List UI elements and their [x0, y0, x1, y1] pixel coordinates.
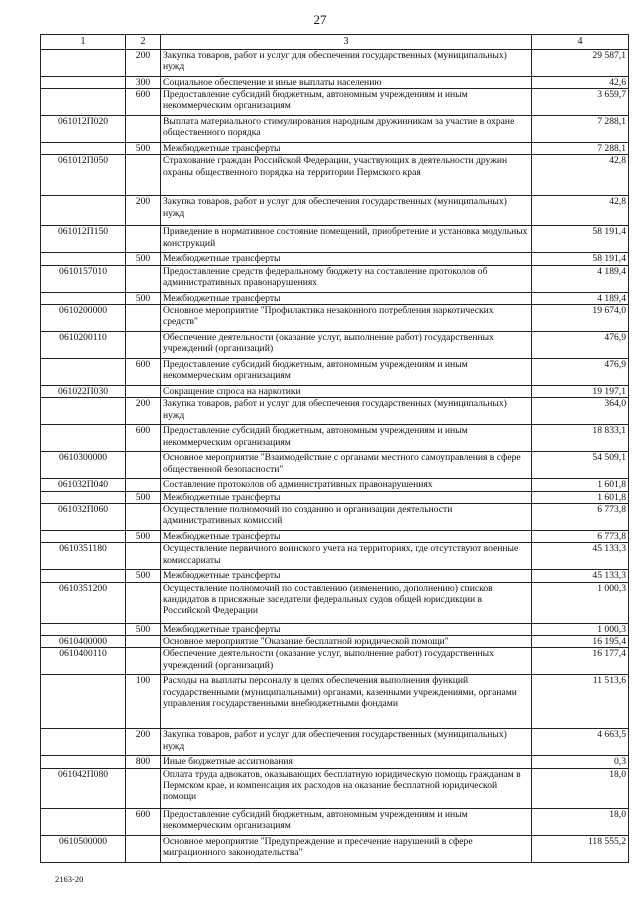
row-name-cell: Составление протоколов об административных правонарушениях — [161, 479, 532, 491]
row-amount-cell: 45 133,3 — [532, 543, 629, 570]
row-type-cell — [126, 648, 161, 675]
table-row — [41, 143, 629, 155]
row-type-cell — [126, 305, 161, 332]
header-col-2: 2 — [126, 35, 161, 50]
row-type-cell: 600 — [126, 89, 161, 116]
row-type-cell: 200 — [126, 729, 161, 756]
row-amount-cell: 1 601,8 — [532, 479, 629, 491]
row-amount-cell: 19 674,0 — [532, 305, 629, 332]
row-code-cell — [41, 570, 126, 582]
row-code-cell — [41, 89, 126, 116]
row-name-cell: Межбюджетные трансферты — [161, 253, 532, 265]
footer-code: 2163-20 — [55, 874, 84, 884]
row-type-cell: 300 — [126, 76, 161, 88]
row-type-cell: 600 — [126, 808, 161, 835]
row-name-cell: Межбюджетные трансферты — [161, 570, 532, 582]
table-row — [41, 359, 629, 386]
row-type-cell: 200 — [126, 49, 161, 76]
row-amount-cell: 54 509,1 — [532, 452, 629, 479]
row-code-cell: 0610400000 — [41, 635, 126, 647]
row-code-cell — [41, 530, 126, 542]
row-name-cell: Предоставление субсидий бюджетным, автономным учреждениям и иным некоммерческим организациям — [161, 89, 532, 116]
row-name-cell: Основное мероприятие "Профилактика незаконного потребления наркотических средств" — [161, 305, 532, 332]
row-type-cell: 200 — [126, 398, 161, 425]
row-name-cell: Расходы на выплаты персоналу в целях обеспечения выполнения функций государственными (муниципальными) органами, казенными учреждениями, органами управления государственными внебюджетными фондами — [161, 675, 532, 729]
row-code-cell — [41, 729, 126, 756]
row-type-cell: 600 — [126, 359, 161, 386]
table-row — [41, 479, 629, 491]
row-type-cell: 200 — [126, 196, 161, 226]
row-code-cell: 061032П040 — [41, 479, 126, 491]
row-code-cell: 0610500000 — [41, 835, 126, 862]
row-name-cell: Закупка товаров, работ и услуг для обеспечения государственных (муниципальных) нужд — [161, 49, 532, 76]
row-amount-cell: 0,3 — [532, 756, 629, 768]
header-col-4: 4 — [532, 35, 629, 50]
row-code-cell: 0610200000 — [41, 305, 126, 332]
row-amount-cell: 7 288,1 — [532, 143, 629, 155]
row-type-cell — [126, 543, 161, 570]
row-name-cell: Межбюджетные трансферты — [161, 491, 532, 503]
row-name-cell: Предоставление средств федеральному бюджету на составление протоколов об административных правонарушениях — [161, 265, 532, 292]
header-col-3: 3 — [161, 35, 532, 50]
row-amount-cell: 3 659,7 — [532, 89, 629, 116]
row-code-cell — [41, 808, 126, 835]
table-body — [41, 49, 629, 862]
row-amount-cell: 1 601,8 — [532, 491, 629, 503]
row-name-cell: Основное мероприятие "Оказание бесплатной юридической помощи" — [161, 635, 532, 647]
row-type-cell: 100 — [126, 675, 161, 729]
row-name-cell: Основное мероприятие "Взаимодействие с органами местного самоуправления в сфере общественной безопасности" — [161, 452, 532, 479]
row-amount-cell: 42,8 — [532, 155, 629, 196]
table-row — [41, 808, 629, 835]
row-type-cell — [126, 503, 161, 530]
row-name-cell: Сокращение спроса на наркотики — [161, 386, 532, 398]
row-code-cell: 061012П150 — [41, 226, 126, 253]
table-row — [41, 116, 629, 143]
row-type-cell — [126, 582, 161, 623]
row-amount-cell: 476,9 — [532, 332, 629, 359]
row-type-cell — [126, 479, 161, 491]
table-row — [41, 49, 629, 76]
table-row — [41, 530, 629, 542]
row-amount-cell: 18,0 — [532, 808, 629, 835]
row-type-cell: 600 — [126, 425, 161, 452]
row-type-cell — [126, 386, 161, 398]
row-amount-cell: 4 663,5 — [532, 729, 629, 756]
table-row — [41, 292, 629, 304]
table-row — [41, 452, 629, 479]
row-code-cell: 061012П050 — [41, 155, 126, 196]
table-row — [41, 635, 629, 647]
row-name-cell: Основное мероприятие "Предупреждение и пресечение нарушений в сфере миграционного законодательства" — [161, 835, 532, 862]
row-code-cell — [41, 359, 126, 386]
row-type-cell — [126, 116, 161, 143]
row-type-cell — [126, 155, 161, 196]
row-amount-cell: 42,6 — [532, 76, 629, 88]
table-row — [41, 543, 629, 570]
row-amount-cell: 476,9 — [532, 359, 629, 386]
table-row — [41, 835, 629, 862]
row-name-cell: Оплата труда адвокатов, оказывающих бесплатную юридическую помощь гражданам в Пермском крае, и компенсация их расходов на оказание бесплатной юридической помощи — [161, 768, 532, 808]
row-type-cell — [126, 768, 161, 808]
table-row — [41, 675, 629, 729]
row-name-cell: Обеспечение деятельности (оказание услуг, выполнение работ) государственных учреждений (организаций) — [161, 648, 532, 675]
row-type-cell: 500 — [126, 623, 161, 635]
table-row — [41, 386, 629, 398]
header-col-1: 1 — [41, 35, 126, 50]
row-code-cell — [41, 253, 126, 265]
row-name-cell: Осуществление первичного воинского учета на территориях, где отсутствуют военные комиссариаты — [161, 543, 532, 570]
row-amount-cell: 118 555,2 — [532, 835, 629, 862]
row-code-cell: 0610400110 — [41, 648, 126, 675]
row-type-cell: 500 — [126, 253, 161, 265]
row-code-cell: 061012П020 — [41, 116, 126, 143]
row-amount-cell: 4 189,4 — [532, 265, 629, 292]
table-row — [41, 503, 629, 530]
row-amount-cell: 16 177,4 — [532, 648, 629, 675]
table-row — [41, 491, 629, 503]
table-row — [41, 768, 629, 808]
page-number: 27 — [313, 12, 327, 27]
row-type-cell: 800 — [126, 756, 161, 768]
row-type-cell: 500 — [126, 491, 161, 503]
row-code-cell: 0610300000 — [41, 452, 126, 479]
row-code-cell — [41, 425, 126, 452]
row-code-cell: 0610351200 — [41, 582, 126, 623]
row-amount-cell: 7 288,1 — [532, 116, 629, 143]
row-amount-cell: 6 773,8 — [532, 503, 629, 530]
row-amount-cell: 19 197,1 — [532, 386, 629, 398]
row-code-cell — [41, 76, 126, 88]
row-amount-cell: 6 773,8 — [532, 530, 629, 542]
table-row — [41, 756, 629, 768]
table-row — [41, 332, 629, 359]
row-amount-cell: 18,0 — [532, 768, 629, 808]
row-code-cell — [41, 491, 126, 503]
table-row — [41, 76, 629, 88]
row-type-cell — [126, 226, 161, 253]
row-amount-cell: 58 191,4 — [532, 253, 629, 265]
table-row — [41, 305, 629, 332]
row-code-cell — [41, 675, 126, 729]
row-type-cell: 500 — [126, 570, 161, 582]
row-code-cell: 061032П060 — [41, 503, 126, 530]
table-row — [41, 648, 629, 675]
row-type-cell: 500 — [126, 292, 161, 304]
row-name-cell: Закупка товаров, работ и услуг для обеспечения государственных (муниципальных) нужд — [161, 196, 532, 226]
row-code-cell: 0610200110 — [41, 332, 126, 359]
row-code-cell — [41, 292, 126, 304]
row-amount-cell: 18 833,1 — [532, 425, 629, 452]
table-row — [41, 265, 629, 292]
row-code-cell — [41, 49, 126, 76]
row-name-cell: Осуществление полномочий по составлению (изменению, дополнению) списков кандидатов в присяжные заседатели федеральных судов общей юрисдикции в Российской Федерации — [161, 582, 532, 623]
table-row — [41, 623, 629, 635]
row-amount-cell: 16 195,4 — [532, 635, 629, 647]
row-type-cell: 500 — [126, 143, 161, 155]
row-name-cell: Иные бюджетные ассигнования — [161, 756, 532, 768]
row-amount-cell: 1 000,3 — [532, 582, 629, 623]
row-type-cell — [126, 265, 161, 292]
row-code-cell — [41, 756, 126, 768]
row-amount-cell: 42,8 — [532, 196, 629, 226]
row-code-cell — [41, 398, 126, 425]
row-name-cell: Межбюджетные трансферты — [161, 143, 532, 155]
row-type-cell — [126, 835, 161, 862]
row-amount-cell: 29 587,1 — [532, 49, 629, 76]
row-name-cell: Межбюджетные трансферты — [161, 623, 532, 635]
row-code-cell — [41, 623, 126, 635]
row-name-cell: Закупка товаров, работ и услуг для обеспечения государственных (муниципальных) нужд — [161, 398, 532, 425]
row-amount-cell: 58 191,4 — [532, 226, 629, 253]
row-code-cell: 0610351180 — [41, 543, 126, 570]
table-row — [41, 729, 629, 756]
row-name-cell: Межбюджетные трансферты — [161, 292, 532, 304]
row-code-cell — [41, 196, 126, 226]
table-row — [41, 398, 629, 425]
row-code-cell: 0610157010 — [41, 265, 126, 292]
row-type-cell — [126, 635, 161, 647]
row-amount-cell: 4 189,4 — [532, 292, 629, 304]
row-name-cell: Обеспечение деятельности (оказание услуг, выполнение работ) государственных учреждений (организаций) — [161, 332, 532, 359]
row-type-cell: 500 — [126, 530, 161, 542]
table-row — [41, 155, 629, 196]
table-header-row — [41, 35, 629, 50]
row-name-cell: Осуществление полномочий по созданию и организации деятельности административных комиссий — [161, 503, 532, 530]
row-name-cell: Предоставление субсидий бюджетным, автономным учреждениям и иным некоммерческим организациям — [161, 808, 532, 835]
row-amount-cell: 45 133,3 — [532, 570, 629, 582]
budget-table — [40, 34, 629, 863]
row-amount-cell: 364,0 — [532, 398, 629, 425]
row-name-cell: Страхование граждан Российской Федерации, участвующих в деятельности дружин охраны общественного порядка на территории Пермского края — [161, 155, 532, 196]
row-name-cell: Социальное обеспечение и иные выплаты населению — [161, 76, 532, 88]
table-row — [41, 196, 629, 226]
table-row — [41, 253, 629, 265]
row-name-cell: Выплата материального стимулирования народным дружинникам за участие в охране общественного порядка — [161, 116, 532, 143]
table-row — [41, 226, 629, 253]
row-code-cell: 061042П080 — [41, 768, 126, 808]
row-name-cell: Приведение в нормативное состояние помещений, приобретение и установка модульных конструкций — [161, 226, 532, 253]
row-amount-cell: 11 513,6 — [532, 675, 629, 729]
table-row — [41, 570, 629, 582]
row-name-cell: Предоставление субсидий бюджетным, автономным учреждениям и иным некоммерческим организациям — [161, 359, 532, 386]
row-code-cell — [41, 143, 126, 155]
row-code-cell: 061022П030 — [41, 386, 126, 398]
table-row — [41, 582, 629, 623]
table-row — [41, 425, 629, 452]
row-name-cell: Предоставление субсидий бюджетным, автономным учреждениям и иным некоммерческим организациям — [161, 425, 532, 452]
row-type-cell — [126, 332, 161, 359]
row-amount-cell: 1 000,3 — [532, 623, 629, 635]
row-name-cell: Закупка товаров, работ и услуг для обеспечения государственных (муниципальных) нужд — [161, 729, 532, 756]
row-type-cell — [126, 452, 161, 479]
row-name-cell: Межбюджетные трансферты — [161, 530, 532, 542]
table-row — [41, 89, 629, 116]
